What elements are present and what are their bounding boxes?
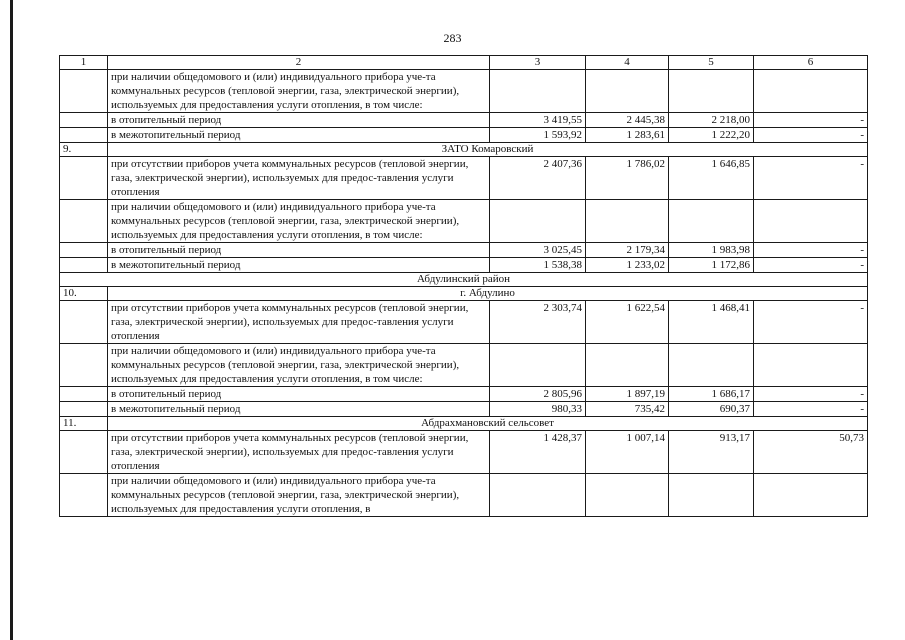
- table-row: [60, 70, 868, 113]
- section-row: [60, 287, 868, 301]
- value-cell-col4: 1 283,61: [586, 128, 669, 143]
- value-cell-col6: [754, 344, 868, 387]
- value-cell-col3: 3 419,55: [490, 113, 586, 128]
- column-header: 5: [669, 56, 754, 70]
- row-index-cell: [60, 301, 108, 344]
- section-title-cell: Абдрахмановский сельсовет: [108, 417, 868, 431]
- value-cell-col6: -: [754, 157, 868, 200]
- row-description-cell: при наличии общедомового и (или) индивидуального прибора уче-та коммунальных ресурсов (тепловой энергии, газа, электрической энергии), используемых для предоставления услуги отопления, в том числе:: [108, 344, 490, 387]
- value-cell-col6: -: [754, 301, 868, 344]
- value-cell-col6: [754, 200, 868, 243]
- value-cell-col3: 2 407,36: [490, 157, 586, 200]
- value-cell-col4: 1 007,14: [586, 431, 669, 474]
- row-index-cell: [60, 113, 108, 128]
- value-cell-col4: 1 233,02: [586, 258, 669, 273]
- row-index-cell: [60, 387, 108, 402]
- row-description-cell: в отопительный период: [108, 113, 490, 128]
- row-description-cell: в отопительный период: [108, 387, 490, 402]
- value-cell-col3: 980,33: [490, 402, 586, 417]
- section-row: [60, 143, 868, 157]
- value-cell-col3: 1 538,38: [490, 258, 586, 273]
- value-cell-col5: 1 468,41: [669, 301, 754, 344]
- row-description-cell: при отсутствии приборов учета коммунальных ресурсов (тепловой энергии, газа, электрической энергии), используемых для предос-тавления услуги отопления: [108, 431, 490, 474]
- table-row: [60, 402, 868, 417]
- table-row: [60, 474, 868, 517]
- row-description-cell: при наличии общедомового и (или) индивидуального прибора уче-та коммунальных ресурсов (тепловой энергии, газа, электрической энергии), используемых для предоставления услуги отопления, в том числе:: [108, 70, 490, 113]
- value-cell-col5: [669, 474, 754, 517]
- value-cell-col4: [586, 344, 669, 387]
- section-title-cell: ЗАТО Комаровский: [108, 143, 868, 157]
- row-index-cell: [60, 200, 108, 243]
- section-title-cell: г. Абдулино: [108, 287, 868, 301]
- value-cell-col4: [586, 474, 669, 517]
- row-description-cell: в межотопительный период: [108, 402, 490, 417]
- region-row: [60, 273, 868, 287]
- row-index-cell: [60, 243, 108, 258]
- table-row: [60, 258, 868, 273]
- row-description-cell: в отопительный период: [108, 243, 490, 258]
- row-index-cell: [60, 402, 108, 417]
- value-cell-col3: 2 805,96: [490, 387, 586, 402]
- page-number: 283: [443, 31, 462, 45]
- value-cell-col3: 1 428,37: [490, 431, 586, 474]
- value-cell-col6: -: [754, 243, 868, 258]
- value-cell-col3: 2 303,74: [490, 301, 586, 344]
- table-row: [60, 387, 868, 402]
- table-row: [60, 243, 868, 258]
- column-header: 4: [586, 56, 669, 70]
- value-cell-col3: [490, 344, 586, 387]
- value-cell-col6: -: [754, 113, 868, 128]
- row-description-cell: в межотопительный период: [108, 128, 490, 143]
- value-cell-col6: [754, 474, 868, 517]
- value-cell-col4: 735,42: [586, 402, 669, 417]
- value-cell-col6: [754, 70, 868, 113]
- section-row: [60, 417, 868, 431]
- value-cell-col5: [669, 70, 754, 113]
- section-index-cell: 9.: [60, 143, 108, 157]
- value-cell-col5: 690,37: [669, 402, 754, 417]
- value-cell-col5: 1 172,86: [669, 258, 754, 273]
- value-cell-col5: 1 983,98: [669, 243, 754, 258]
- value-cell-col4: 1 897,19: [586, 387, 669, 402]
- value-cell-col3: [490, 474, 586, 517]
- value-cell-col5: 913,17: [669, 431, 754, 474]
- section-index-cell: 11.: [60, 417, 108, 431]
- column-header: 2: [108, 56, 490, 70]
- value-cell-col6: -: [754, 258, 868, 273]
- table-row: [60, 128, 868, 143]
- value-cell-col6: -: [754, 387, 868, 402]
- row-description-cell: при отсутствии приборов учета коммунальных ресурсов (тепловой энергии, газа, электрической энергии), используемых для предос-тавления услуги отопления: [108, 301, 490, 344]
- value-cell-col4: 1 622,54: [586, 301, 669, 344]
- column-header-row: [60, 56, 868, 70]
- row-description-cell: при наличии общедомового и (или) индивидуального прибора уче-та коммунальных ресурсов (тепловой энергии, газа, электрической энергии), используемых для предоставления услуги отопления, в: [108, 474, 490, 517]
- row-index-cell: [60, 157, 108, 200]
- value-cell-col4: 2 445,38: [586, 113, 669, 128]
- table-row: [60, 301, 868, 344]
- table-row: [60, 431, 868, 474]
- table-row: [60, 113, 868, 128]
- value-cell-col6: 50,73: [754, 431, 868, 474]
- value-cell-col3: [490, 200, 586, 243]
- table-row: [60, 200, 868, 243]
- value-cell-col3: [490, 70, 586, 113]
- table-row: [60, 344, 868, 387]
- tariff-table: [59, 55, 868, 517]
- section-index-cell: 10.: [60, 287, 108, 301]
- row-description-cell: при наличии общедомового и (или) индивидуального прибора уче-та коммунальных ресурсов (тепловой энергии, газа, электрической энергии), используемых для предоставления услуги отопления, в том числе:: [108, 200, 490, 243]
- column-header: 6: [754, 56, 868, 70]
- value-cell-col5: 1 222,20: [669, 128, 754, 143]
- value-cell-col6: -: [754, 128, 868, 143]
- value-cell-col3: 3 025,45: [490, 243, 586, 258]
- row-description-cell: при отсутствии приборов учета коммунальных ресурсов (тепловой энергии, газа, электрической энергии), используемых для предос-тавления услуги отопления: [108, 157, 490, 200]
- row-index-cell: [60, 258, 108, 273]
- row-index-cell: [60, 474, 108, 517]
- row-index-cell: [60, 70, 108, 113]
- row-index-cell: [60, 128, 108, 143]
- value-cell-col5: 1 686,17: [669, 387, 754, 402]
- column-header: 1: [60, 56, 108, 70]
- value-cell-col5: [669, 344, 754, 387]
- value-cell-col4: [586, 200, 669, 243]
- table-row: [60, 157, 868, 200]
- value-cell-col5: 2 218,00: [669, 113, 754, 128]
- value-cell-col3: 1 593,92: [490, 128, 586, 143]
- value-cell-col4: 1 786,02: [586, 157, 669, 200]
- value-cell-col6: -: [754, 402, 868, 417]
- value-cell-col5: [669, 200, 754, 243]
- region-title-cell: Абдулинский район: [60, 273, 868, 287]
- value-cell-col5: 1 646,85: [669, 157, 754, 200]
- row-description-cell: в межотопительный период: [108, 258, 490, 273]
- page-edge-bar: [10, 0, 13, 640]
- value-cell-col4: 2 179,34: [586, 243, 669, 258]
- row-index-cell: [60, 344, 108, 387]
- row-index-cell: [60, 431, 108, 474]
- column-header: 3: [490, 56, 586, 70]
- value-cell-col4: [586, 70, 669, 113]
